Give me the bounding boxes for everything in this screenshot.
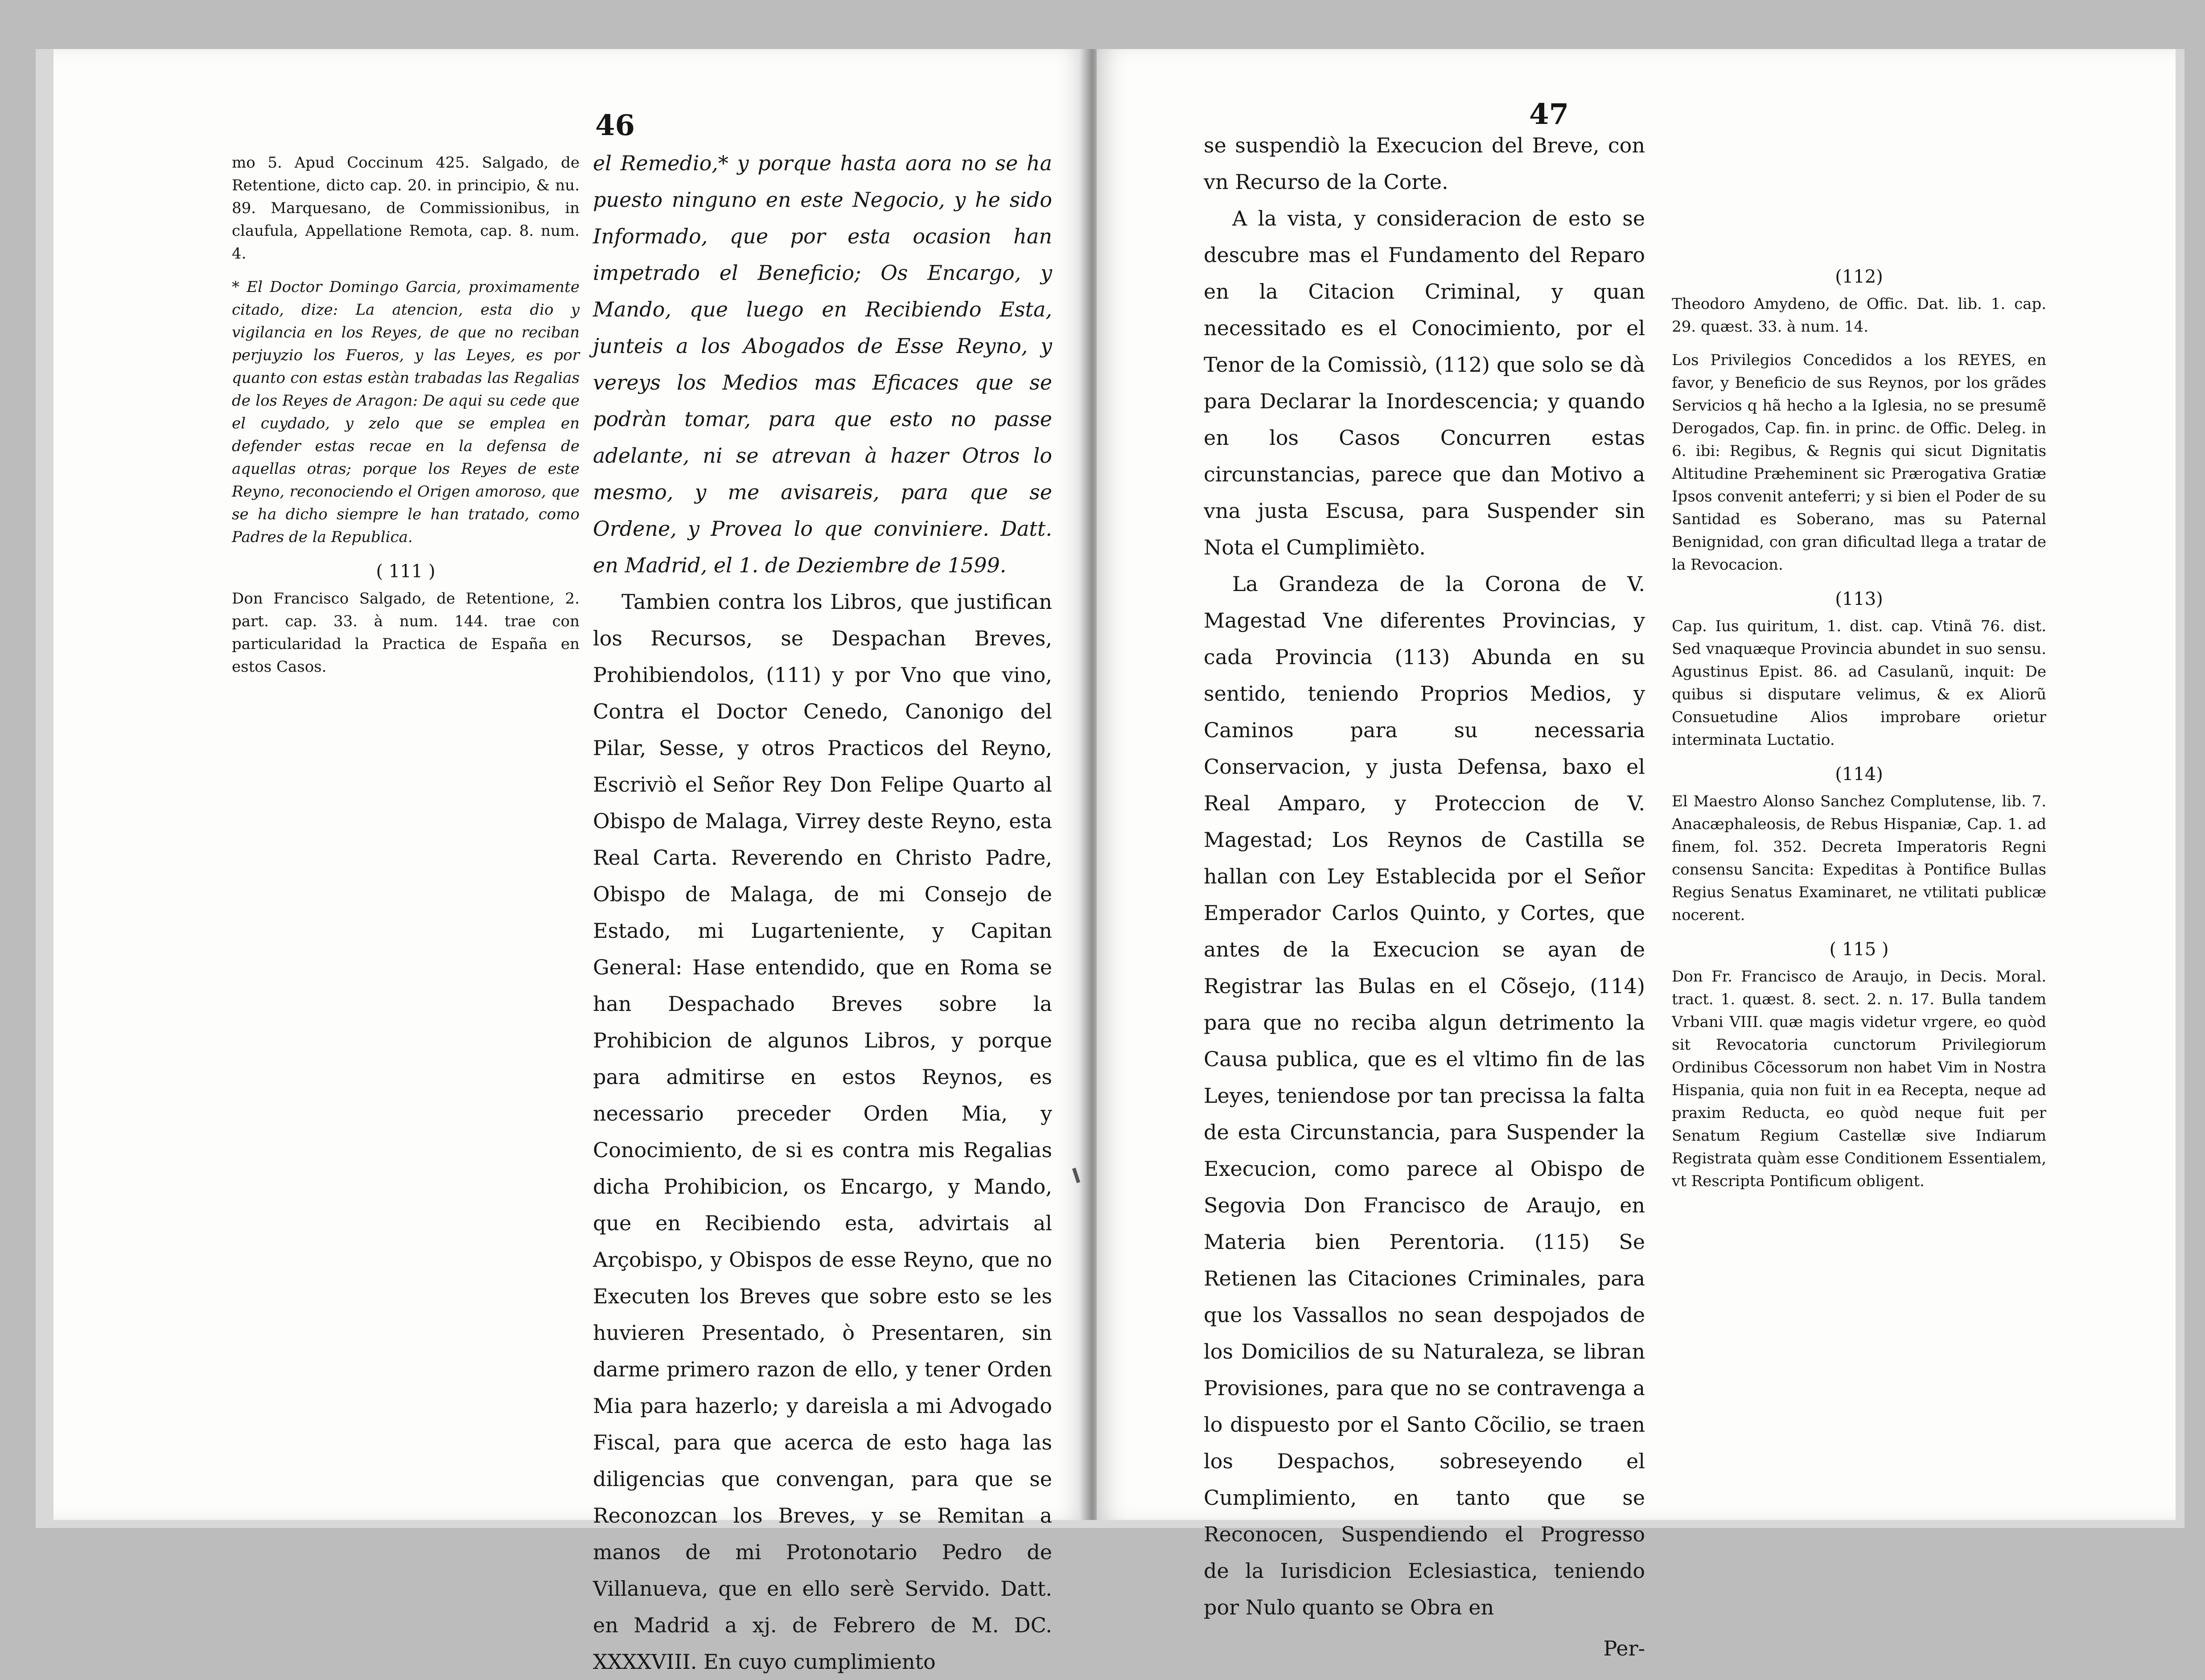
note-114-text: El Maestro Alonso Sanchez Complutense, lib. 7. Anacæphaleosis, de Rebus Hispaniæ, Cap. 1. ad finem, fol. 352. Decreta Imperatoris Regni consensu Sancita: Expeditas à Pontifice Bullas Regius Senatus Examinaret, ne vtilitati publicæ nocerent.: [1672, 793, 2046, 924]
catchword: Per-: [1603, 1636, 1645, 1660]
body-paragraph: La Grandeza de la Corona de V. Magestad Vne diferentes Provincias, y cada Provincia (113) Abunda en su sentido, teniendo Proprios Medios, y Caminos para su necessaria Conservacion, y justa Defensa, baxo el Real Amparo, y Proteccion de V. Magestad; Los Reynos de Castilla se hallan con Ley Establecida por el Señor Emperador Carlos Quinto, y Cortes, que antes de la Execucion se ayan de Registrar las Bulas en el Cõsejo, (114) para que no reciba algun detrimento la Causa publica, que es el vltimo fin de las Leyes, teniendose por tan precissa la falta de esta Circunstancia, para Suspender la Execucion, como parece al Obispo de Segovia Don Francisco de Araujo, en Materia bien Perentoria. (115) Se Retienen las Citaciones Criminales, para que los Vassallos no sean despojados de los Domicilios de su Naturaleza, se libran Provisiones, para que no se contravenga a lo dispuesto por el Santo Cõcilio, se traen los Despachos, sobreseyendo el Cumplimiento, en tanto que se Reconocen, Suspendiendo el Progresso de la Iurisdicion Eclesiastica, teniendo por Nulo quanto se Obra en: [1204, 572, 1645, 1619]
note-112-heading: (112): [1835, 267, 1883, 287]
note-112-continuation: Los Privilegios Concedidos a los REYES, en favor, y Beneficio de sus Reynos, por los grãdes Servicios q hã hecho a la Iglesia, no se presumẽ Derogados, Cap. fin. in princ. de Offic. Deleg. in 6. ibi: Regibus, & Regnis qui sicut Dignitatis Altitudine Præheminent sic Prærogativa Gratiæ Ipsos convenit anteferri; y si bien el Poder de su Santidad es Soberano, mas su Paternal Benignidad, con gran dificultad llega a tratar de la Revocacion.: [1672, 351, 2046, 574]
body-paragraph: el Remedio,* y porque hasta aora no se ha puesto ninguno en este Negocio, y he sido Informado, que por esta ocasion han impetrado el Beneficio; Os Encargo, y Mando, que luego en Recibiendo Esta, junteis a los Abogados de Esse Reyno, y vereys los Medios mas Eficaces que se podràn tomar, para que esto no passe adelante, ni se atrevan à hazer Otros lo mesmo, y me avisareis, para que se Ordene, y Provea lo que conviniere. Datt. en Madrid, el 1. de Deziembre de 1599.: [593, 151, 1052, 577]
note-114-heading: (114): [1835, 764, 1883, 785]
note-continuation: mo 5. Apud Coccinum 425. Salgado, de Retentione, dicto cap. 20. in principio, & nu. 89. Marquesano, de Commissionibus, in claufula, Appellatione Remota, cap. 8. num. 4.: [232, 154, 580, 263]
note-115-heading: ( 115 ): [1829, 939, 1889, 960]
note-113-heading: (113): [1835, 589, 1883, 609]
open-book: [36, 49, 2184, 1674]
note-111-heading: ( 111 ): [376, 561, 436, 582]
note-asterisk: * El Doctor Domingo Garcia, proximamente citado, dize: La atencion, esta dio y vigilancia en los Reyes, de que no reciban perjuyzio los Fueros, y las Leyes, es por quanto con estas estàn trabadas las Regalias de los Reyes de Aragon: De aqui su cede que el cuydado, y zelo que se emplea en defender estas recae en la defensa de aquellas otras; porque los Reyes de este Reyno, reconociendo el Origen amoroso, que se ha dicho siempre le han tratado, como Padres de la Republica.: [232, 278, 580, 546]
left-page: [53, 49, 1088, 1674]
right-body-column: [1204, 127, 1645, 1667]
note-112-text: Theodoro Amydeno, de Offic. Dat. lib. 1. cap. 29. quæst. 33. à num. 14.: [1672, 295, 2046, 336]
right-notes-column: [1672, 254, 2046, 1204]
right-page: [1097, 49, 2176, 1660]
left-body-column: [593, 145, 1052, 1680]
right-page-number: 47: [1529, 98, 1569, 131]
body-paragraph: Tambien contra los Libros, que justifican los Recursos, se Despachan Breves, Prohibiendolos, (111) y por Vno que vino, Contra el Doctor Cenedo, Canonigo del Pilar, Sesse, y otros Practicos del Reyno, Escriviò el Señor Rey Don Felipe Quarto al Obispo de Malaga, Virrey deste Reyno, esta Real Carta. Reverendo en Christo Padre, Obispo de Malaga, de mi Consejo de Estado, mi Lugarteniente, y Capitan General: Hase entendido, que en Roma se han Despachado Breves sobre la Prohibicion de algunos Libros, y porque para admitirse en estos Reynos, es necessario preceder Orden Mia, y Conocimiento, de si es contra mis Regalias dicha Prohibicion, os Encargo, y Mando, que en Recibiendo esta, advirtais al Arçobispo, y Obispos de esse Reyno, que no Executen los Breves que sobre esto se les huvieren Presentado, ò Presentaren, sin darme primero razon de ello, y tener Orden Mia para hazerlo; y dareisla a mi Advogado Fiscal, para que acerca de esto haga las diligencias que convengan, para que se Reconozcan los Breves, y se Remitan a manos de mi Protonotario Pedro de Villanueva, que en ello serè Servido. Datt. en Madrid a xj. de Febrero de M. DC. XXXXVIII. En cuyo cumplimiento: [593, 590, 1052, 1674]
body-paragraph: se suspendiò la Execucion del Breve, con vn Recurso de la Corte.: [1204, 133, 1645, 194]
body-paragraph: A la vista, y consideracion de esto se descubre mas el Fundamento del Reparo en la Citacion Criminal, y quan necessitado es el Conocimiento, por el Tenor de la Comissiò, (112) que solo se dà para Declarar la Inordescencia; y quando en los Casos Concurren estas circunstancias, parece que dan Motivo a vna justa Escusa, para Suspender sin Nota el Cumplimièto.: [1204, 206, 1645, 559]
left-page-number: 46: [595, 109, 635, 142]
note-113-text: Cap. Ius quiritum, 1. dist. cap. Vtinã 76. dist. Sed vnaquæque Provincia abundet in suo sensu. Agustinus Epist. 86. ad Casulanũ, inquit: De quibus si disputare velimus, & ex Aliorũ Consuetudine Alios improbare orietur interminata Luctatio.: [1672, 617, 2046, 749]
left-notes-column: [232, 152, 580, 689]
note-115-text: Don Fr. Francisco de Araujo, in Decis. Moral. tract. 1. quæst. 8. sect. 2. n. 17. Bulla tandem Vrbani VIII. quæ magis videtur vrgere, eo quòd sit Revocatoria cunctorum Privilegiorum Ordinibus Cõcessorum non habet Vim in Nostra Hispania, quia non fuit in ea Recepta, neque ad praxim Reducta, eo quòd neque fuit per Senatum Regium Castellæ sive Indiarum Registrata quàm esse Conditionem Essentialem, vt Rescripta Pontificum obligent.: [1672, 968, 2046, 1190]
note-111-text: Don Francisco Salgado, de Retentione, 2. part. cap. 33. à num. 144. trae con particularidad la Practica de España en estos Casos.: [232, 590, 580, 676]
